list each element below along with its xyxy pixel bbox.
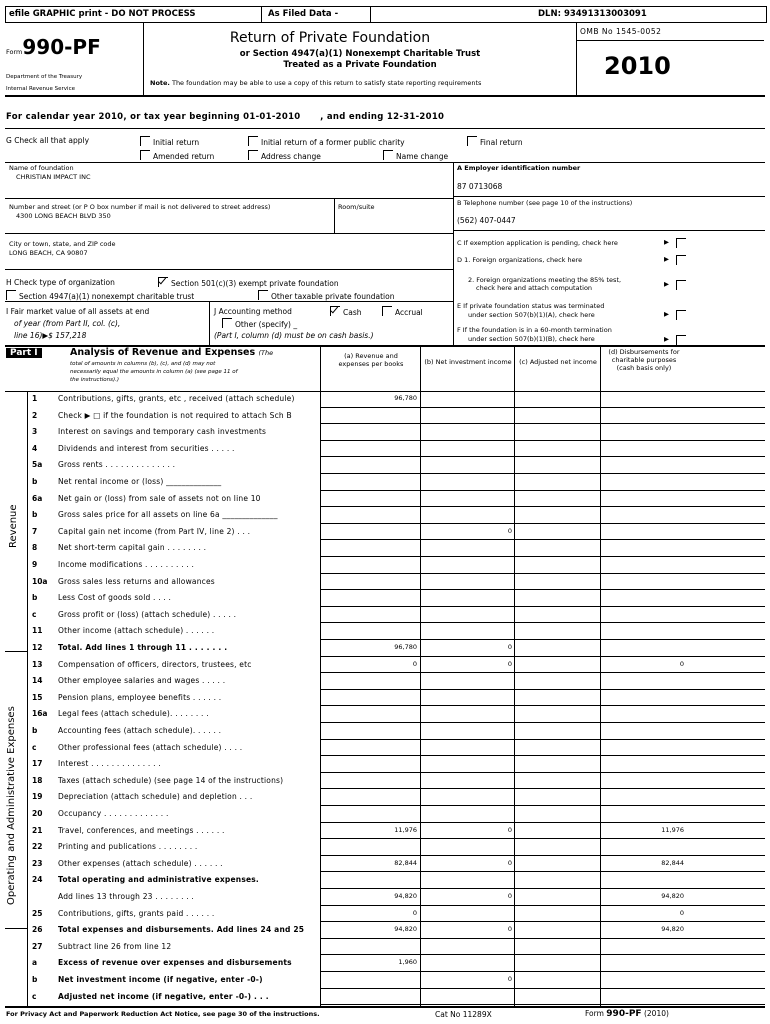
footer-form bbox=[585, 1009, 669, 1019]
row-number: 11 bbox=[32, 626, 43, 636]
row-number: 27 bbox=[32, 941, 43, 951]
checkbox-final-return[interactable] bbox=[467, 136, 523, 147]
ein-value: 87 0713068 bbox=[457, 182, 503, 191]
row-number: 7 bbox=[32, 526, 38, 536]
cash-basis-note: (Part I, column (d) must be on cash basis.) bbox=[214, 331, 374, 340]
cb-label: Other (specify) bbox=[235, 320, 291, 329]
cell-col-b: 0 bbox=[507, 892, 512, 900]
row-number: 14 bbox=[32, 676, 43, 686]
row-label: Adjusted net income (if negative, enter -0-) . . . bbox=[58, 991, 269, 1001]
part-i-tag: Part I bbox=[6, 348, 42, 358]
row-number: 24 bbox=[32, 875, 43, 885]
table-row bbox=[0, 607, 690, 623]
table-row bbox=[0, 723, 690, 739]
checkbox-other-method[interactable]: Other (specify) _ bbox=[222, 318, 297, 329]
form-id: 990-PF bbox=[606, 1009, 642, 1019]
dln: DLN: 93491313003091 bbox=[538, 9, 647, 19]
cb-label: Initial return of a former public charity bbox=[261, 138, 405, 147]
cell-col-d: 94,820 bbox=[661, 925, 684, 934]
accounting-method-label: J Accounting method bbox=[214, 307, 292, 316]
row-number: 4 bbox=[32, 443, 38, 453]
room-label: Room/suite bbox=[338, 203, 375, 211]
form-year: (2010) bbox=[643, 1009, 669, 1018]
cell-col-a: 0 bbox=[412, 659, 417, 668]
row-number: 9 bbox=[32, 560, 38, 569]
row-number: b bbox=[32, 726, 38, 735]
fmv-label-1: I Fair market value of all assets at end bbox=[6, 307, 150, 316]
row-label: Gross sales price for all assets on line 6a ______________ bbox=[58, 510, 278, 520]
expenses-side-label: Operating and Administrative Expenses bbox=[6, 706, 17, 905]
table-row bbox=[0, 939, 690, 955]
table-row bbox=[0, 690, 690, 706]
row-label: Travel, conferences, and meetings . . . . . . bbox=[58, 825, 225, 835]
row-number: a bbox=[32, 958, 38, 968]
part-i-desc-2: necessarily equal the amounts in column (a) (see page 11 of bbox=[70, 369, 238, 375]
row-label: Other employee salaries and wages . . . . . bbox=[58, 676, 226, 686]
arrow-e: ▶ bbox=[664, 310, 669, 318]
form-title: Return of Private Foundation bbox=[229, 30, 431, 46]
row-number: c bbox=[32, 742, 37, 752]
table-row bbox=[0, 540, 690, 556]
termination-60-1: F If the foundation is in a 60-month termination bbox=[457, 326, 612, 334]
as-filed-label: As Filed Data - bbox=[268, 9, 339, 19]
row-label: Other expenses (attach schedule) . . . . . . bbox=[58, 858, 223, 868]
row-label: Less Cost of goods sold . . . . bbox=[58, 593, 172, 603]
cell-col-d: 0 bbox=[679, 659, 684, 668]
cb-label: Address change bbox=[261, 152, 321, 161]
form-word: Form bbox=[6, 48, 23, 56]
row-label: Gross sales less returns and allowances bbox=[58, 576, 215, 586]
row-number: 25 bbox=[32, 908, 43, 918]
table-row bbox=[0, 922, 690, 938]
foundation-name: CHRISTIAN IMPACT INC bbox=[16, 173, 91, 181]
checkbox-d2[interactable] bbox=[676, 280, 689, 291]
fmv-label-3: line 16)▶$ 157,218 bbox=[14, 331, 87, 340]
checkbox-address-change[interactable] bbox=[248, 150, 321, 161]
part-i-rows bbox=[0, 391, 690, 1006]
checkbox-name-change[interactable] bbox=[383, 150, 448, 161]
table-row bbox=[0, 574, 690, 590]
table-row bbox=[0, 391, 690, 407]
cell-col-b: 0 bbox=[507, 659, 512, 668]
row-label: Net gain or (loss) from sale of assets not on line 10 bbox=[58, 493, 261, 503]
calendar-year-line: For calendar year 2010, or tax year beginning 01-01-2010 , and ending 12-31-2010 bbox=[6, 112, 445, 122]
col-b-header: (b) Net investment income bbox=[424, 358, 512, 366]
row-number: 21 bbox=[32, 825, 43, 835]
row-label: Total expenses and disbursements. Add lines 24 and 25 bbox=[58, 925, 305, 935]
cb-label: Name change bbox=[396, 152, 449, 161]
title-text: Analysis of Revenue and Expenses bbox=[70, 347, 256, 358]
table-row bbox=[0, 657, 690, 673]
cell-col-a: 82,844 bbox=[394, 858, 417, 867]
irs: Internal Revenue Service bbox=[6, 86, 75, 92]
row-label: Taxes (attach schedule) (see page 14 of the instructions) bbox=[58, 775, 284, 785]
col-a-header: (a) Revenue and expenses per books bbox=[338, 352, 404, 368]
row-label: Subtract line 26 from line 12 bbox=[58, 941, 172, 951]
cell-col-b: 0 bbox=[507, 825, 512, 834]
checkbox-501c3[interactable] bbox=[158, 277, 339, 288]
row-number: b bbox=[32, 510, 38, 520]
table-row bbox=[0, 972, 690, 988]
row-number: 13 bbox=[32, 659, 43, 669]
row-number: 16a bbox=[32, 709, 48, 719]
part-i-desc-3: the instructions).) bbox=[70, 377, 120, 383]
dept-treasury: Department of the Treasury bbox=[6, 74, 83, 80]
table-row bbox=[0, 507, 690, 523]
fmv-line: line 16) bbox=[14, 331, 43, 340]
table-row bbox=[0, 839, 690, 855]
table-row bbox=[0, 773, 690, 789]
cell-col-d: 82,844 bbox=[661, 858, 684, 867]
col-d-header: (d) Disbursements for charitable purposes (cash basis only) bbox=[608, 348, 680, 372]
form-id bbox=[6, 35, 101, 59]
checkbox-cash[interactable] bbox=[330, 306, 362, 317]
privacy-notice: For Privacy Act and Paperwork Reduction Act Notice, see page 30 of the instructions. bbox=[6, 1010, 320, 1018]
row-number: 10a bbox=[32, 576, 48, 586]
row-label: Net investment income (if negative, enter -0-) bbox=[58, 975, 263, 984]
row-label: Add lines 13 through 23 . . . . . . . . bbox=[58, 892, 194, 901]
revenue-side-label: Revenue bbox=[8, 504, 19, 548]
foreign-orgs: D 1. Foreign organizations, check here bbox=[457, 256, 583, 264]
ein-label: A Employer identification number bbox=[457, 164, 581, 172]
row-label: Gross rents . . . . . . . . . . . . . . bbox=[58, 460, 176, 470]
cell-col-a: 96,780 bbox=[394, 643, 417, 651]
row-label: Contributions, gifts, grants paid . . . . . . bbox=[58, 908, 215, 918]
phone-label: B Telephone number (see page 10 of the instructions) bbox=[457, 199, 633, 207]
row-label: Capital gain net income (from Part IV, line 2) . . . bbox=[58, 526, 251, 536]
row-label: Income modifications . . . . . . . . . . bbox=[58, 560, 195, 569]
form-number: 990-PF bbox=[22, 35, 101, 59]
row-number: b bbox=[32, 593, 38, 603]
termination-60-2: under section 507(b)(1)(B), check here bbox=[468, 335, 595, 343]
row-label: Compensation of officers, directors, trustees, etc bbox=[58, 659, 252, 669]
row-number: b bbox=[32, 477, 38, 486]
cb-label: Final return bbox=[480, 138, 523, 147]
row-label: Other professional fees (attach schedule) . . . . bbox=[58, 742, 243, 752]
row-label: Occupancy . . . . . . . . . . . . . bbox=[58, 809, 169, 818]
cb-label: Amended return bbox=[153, 152, 215, 161]
row-number: 8 bbox=[32, 543, 38, 553]
row-label: Check ▶ □ if the foundation is not required to attach Sch B bbox=[58, 410, 292, 420]
foreign-85-2: check here and attach computation bbox=[476, 284, 593, 292]
row-number: c bbox=[32, 609, 37, 619]
row-label: Dividends and interest from securities . . . . . bbox=[58, 443, 235, 453]
foreign-85-1: 2. Foreign organizations meeting the 85% test, bbox=[468, 276, 622, 284]
row-number: 19 bbox=[32, 792, 43, 802]
cell-col-b: 0 bbox=[507, 975, 512, 983]
fmv-value: $ 157,218 bbox=[48, 331, 87, 340]
row-number: b bbox=[32, 975, 38, 984]
table-row bbox=[0, 474, 690, 490]
cell-col-b: 0 bbox=[507, 526, 512, 535]
cell-col-a: 1,960 bbox=[398, 958, 417, 967]
row-number: 1 bbox=[32, 394, 38, 403]
row-label: Interest on savings and temporary cash investments bbox=[58, 427, 267, 437]
org-type-label: H Check type of organization bbox=[6, 278, 115, 287]
status-terminated-1: E If private foundation status was terminated bbox=[457, 302, 605, 310]
tax-year: 2010 bbox=[604, 52, 671, 80]
cell-col-a: 11,976 bbox=[394, 825, 417, 834]
cell-col-a: 0 bbox=[412, 908, 417, 917]
checkbox-amended-return[interactable] bbox=[140, 150, 214, 161]
table-row bbox=[0, 640, 690, 656]
arrow-c: ▶ bbox=[664, 238, 669, 246]
cb-label: Initial return bbox=[153, 138, 200, 147]
table-row bbox=[0, 590, 690, 606]
row-number: c bbox=[32, 991, 37, 1001]
cell-col-a: 94,820 bbox=[394, 892, 417, 900]
cell-col-b: 0 bbox=[507, 858, 512, 867]
cell-col-a: 96,780 bbox=[394, 394, 417, 402]
row-label: Net short-term capital gain . . . . . . . . bbox=[58, 543, 207, 553]
note-text: The foundation may be able to use a copy of this return to satisfy state reporting requirements bbox=[171, 79, 482, 87]
checkbox-4947[interactable] bbox=[6, 290, 194, 301]
cell-col-d: 0 bbox=[679, 908, 684, 917]
checkbox-c[interactable] bbox=[676, 238, 689, 249]
part-i-title bbox=[70, 347, 273, 358]
cb-label: Section 501(c)(3) exempt private foundation bbox=[171, 279, 339, 288]
row-label: Excess of revenue over expenses and disbursements bbox=[58, 958, 292, 968]
row-number: 20 bbox=[32, 809, 43, 818]
note-bold: Note. bbox=[150, 79, 170, 87]
row-number: 15 bbox=[32, 692, 43, 702]
cell-col-d: 11,976 bbox=[661, 825, 684, 834]
row-label: Pension plans, employee benefits . . . . . . bbox=[58, 692, 222, 702]
row-number: 2 bbox=[32, 410, 38, 420]
row-label: Printing and publications . . . . . . . . bbox=[58, 842, 198, 852]
row-label: Legal fees (attach schedule). . . . . . . . bbox=[58, 709, 209, 719]
row-number: 26 bbox=[32, 925, 43, 935]
table-row bbox=[0, 789, 690, 805]
cell-col-b: 0 bbox=[507, 925, 512, 934]
row-label: Net rental income or (loss) ______________ bbox=[58, 477, 222, 486]
row-number: 22 bbox=[32, 842, 43, 852]
omb-number: OMB No 1545-0052 bbox=[580, 27, 662, 36]
table-row bbox=[0, 491, 690, 507]
table-row bbox=[0, 524, 690, 540]
street-label: Number and street (or P O box number if mail is not delivered to street address) bbox=[9, 203, 271, 211]
city-state-zip: LONG BEACH, CA 90807 bbox=[9, 249, 88, 257]
title-note: (The bbox=[258, 349, 274, 357]
table-row bbox=[0, 457, 690, 473]
cb-label: Other taxable private foundation bbox=[271, 292, 395, 301]
row-label: Total. Add lines 1 through 11 . . . . . . . bbox=[58, 643, 228, 652]
form-word: Form bbox=[585, 1009, 604, 1018]
checkbox-initial-former[interactable] bbox=[248, 136, 405, 147]
cb-label: Accrual bbox=[395, 308, 423, 317]
arrow-f: ▶ bbox=[664, 335, 669, 343]
cell-col-d: 94,820 bbox=[661, 892, 684, 900]
fmv-label-2: of year (from Part II, col. (c), bbox=[14, 319, 121, 328]
row-label: Gross profit or (loss) (attach schedule) . . . . . bbox=[58, 609, 237, 619]
row-number: 5a bbox=[32, 460, 43, 470]
check-all-label: G Check all that apply bbox=[6, 136, 90, 145]
row-label: Depreciation (attach schedule) and depletion . . . bbox=[58, 792, 253, 802]
checkbox-initial-return[interactable] bbox=[140, 136, 199, 147]
table-row bbox=[0, 557, 690, 573]
arrow-d2: ▶ bbox=[664, 280, 669, 288]
row-number: 18 bbox=[32, 775, 43, 785]
name-label: Name of foundation bbox=[9, 164, 74, 172]
form-subtitle-1: or Section 4947(a)(1) Nonexempt Charitable Trust bbox=[239, 49, 481, 59]
table-row bbox=[0, 856, 690, 872]
exemption-pending: C If exemption application is pending, check here bbox=[457, 239, 618, 247]
row-label: Accounting fees (attach schedule). . . . . . bbox=[58, 726, 222, 735]
table-row bbox=[0, 872, 690, 888]
cell-col-b: 0 bbox=[507, 643, 512, 651]
table-row bbox=[0, 740, 690, 756]
table-row bbox=[0, 955, 690, 971]
table-row bbox=[0, 806, 690, 822]
cb-label: Section 4947(a)(1) nonexempt charitable trust bbox=[19, 292, 195, 301]
table-row bbox=[0, 706, 690, 722]
row-label: Interest . . . . . . . . . . . . . . bbox=[58, 759, 161, 769]
checkbox-e[interactable] bbox=[676, 310, 689, 321]
table-row bbox=[0, 823, 690, 839]
row-number: 23 bbox=[32, 858, 43, 868]
part-i-desc-1: total of amounts in columns (b), (c), and (d) may not bbox=[70, 361, 216, 367]
row-label: Other income (attach schedule) . . . . . . bbox=[58, 626, 215, 636]
checkbox-other-taxable[interactable] bbox=[258, 290, 394, 301]
status-terminated-2: under section 507(b)(1)(A), check here bbox=[468, 311, 595, 319]
street-address: 4300 LONG BEACH BLVD 350 bbox=[16, 212, 111, 220]
table-row bbox=[0, 441, 690, 457]
row-number: 3 bbox=[32, 427, 38, 437]
row-number: 6a bbox=[32, 493, 43, 503]
cell-col-a: 94,820 bbox=[394, 925, 417, 934]
row-number: 17 bbox=[32, 759, 43, 769]
row-number: 12 bbox=[32, 643, 43, 652]
table-row bbox=[0, 756, 690, 772]
arrow-d1: ▶ bbox=[664, 255, 669, 263]
checkbox-d1[interactable] bbox=[676, 255, 689, 266]
checkbox-accrual[interactable] bbox=[382, 306, 423, 317]
city-label: City or town, state, and ZIP code bbox=[9, 240, 116, 248]
efile-label: efile GRAPHIC print - DO NOT PROCESS bbox=[9, 9, 196, 19]
table-row bbox=[0, 424, 690, 440]
cb-label: Cash bbox=[343, 308, 362, 317]
table-row bbox=[0, 623, 690, 639]
row-label: Total operating and administrative expenses. bbox=[58, 875, 259, 885]
table-row bbox=[0, 889, 690, 905]
row-label: Contributions, gifts, grants, etc , received (attach schedule) bbox=[58, 394, 295, 403]
form-note bbox=[150, 79, 481, 87]
table-row bbox=[0, 408, 690, 424]
table-row bbox=[0, 906, 690, 922]
table-row bbox=[0, 989, 690, 1005]
table-row bbox=[0, 673, 690, 689]
phone-value: (562) 407-0447 bbox=[457, 216, 516, 225]
col-c-header: (c) Adjusted net income bbox=[519, 358, 597, 366]
cat-number: Cat No 11289X bbox=[435, 1010, 492, 1019]
form-subtitle-2: Treated as a Private Foundation bbox=[283, 60, 437, 70]
